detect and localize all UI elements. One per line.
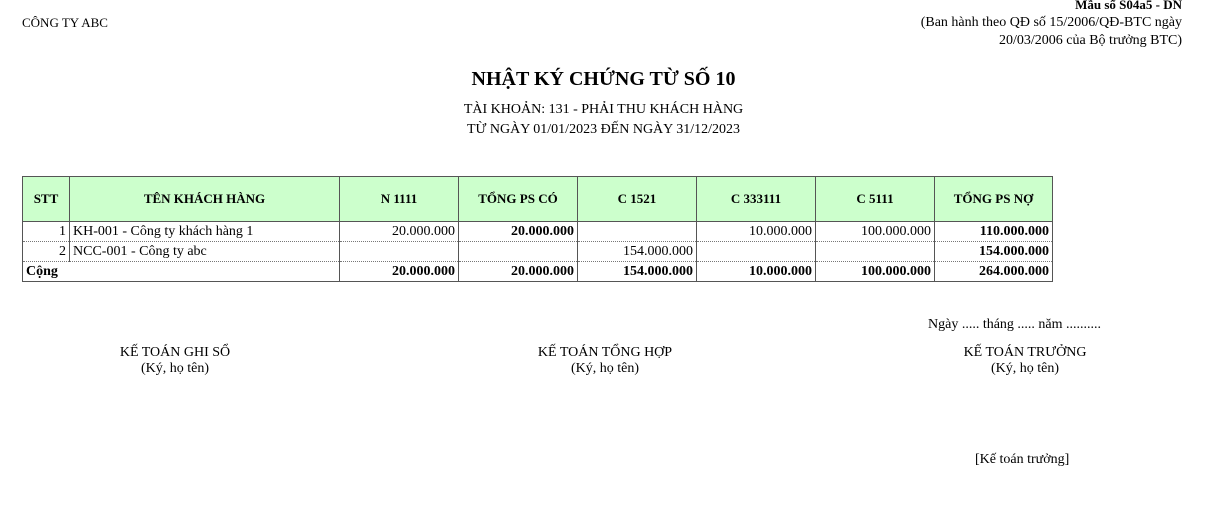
report-account: TÀI KHOẢN: 131 - PHẢI THU KHÁCH HÀNG	[463, 102, 744, 117]
total-c1521: 154.000.000	[578, 262, 697, 282]
total-n1111: 20.000.000	[340, 262, 459, 282]
signature-note: (Ký, họ tên)	[140, 361, 210, 376]
total-total-debit: 264.000.000	[935, 262, 1053, 282]
ledger-table	[22, 176, 1053, 282]
row-n1111	[340, 242, 459, 262]
company-name: CÔNG TY ABC	[22, 15, 108, 30]
row-total-credit: 20.000.000	[459, 222, 578, 242]
signature-block-general-accountant	[520, 345, 690, 377]
report-title: NHẬT KÝ CHỨNG TỪ SỐ 10	[471, 68, 736, 90]
table-total-row	[23, 262, 1053, 282]
form-note-line2: 20/03/2006 của Bộ trưởng BTC)	[999, 33, 1182, 48]
table-header-row	[23, 177, 1053, 222]
signature-note: (Ký, họ tên)	[570, 361, 640, 376]
signature-title: KẾ TOÁN GHI SỔ	[119, 345, 231, 360]
row-c5111: 100.000.000	[816, 222, 935, 242]
col-header-c5111: C 5111	[816, 177, 935, 222]
row-stt: 1	[23, 222, 70, 242]
signature-block-chief-accountant	[945, 345, 1105, 377]
total-label: Cộng	[23, 262, 340, 282]
form-code: Mẫu số S04a5 - DN	[1075, 0, 1182, 12]
form-note-line1: (Ban hành theo QĐ số 15/2006/QĐ-BTC ngày	[920, 15, 1182, 30]
report-period: TỪ NGÀY 01/01/2023 ĐẾN NGÀY 31/12/2023	[466, 122, 741, 137]
col-header-total-credit: TỔNG PS CÓ	[459, 177, 578, 222]
col-header-n1111: N 1111	[340, 177, 459, 222]
row-c5111	[816, 242, 935, 262]
col-header-customer-name: TÊN KHÁCH HÀNG	[70, 177, 340, 222]
table-row	[23, 222, 1053, 242]
total-c5111: 100.000.000	[816, 262, 935, 282]
col-header-total-debit: TỔNG PS NỢ	[935, 177, 1053, 222]
row-total-debit: 110.000.000	[935, 222, 1053, 242]
row-c1521: 154.000.000	[578, 242, 697, 262]
total-c333111: 10.000.000	[697, 262, 816, 282]
row-c333111	[697, 242, 816, 262]
total-total-credit: 20.000.000	[459, 262, 578, 282]
row-stt: 2	[23, 242, 70, 262]
signature-date-line: Ngày ..... tháng ..... năm ..........	[928, 317, 1102, 332]
col-header-c333111: C 333111	[697, 177, 816, 222]
table-row	[23, 242, 1053, 262]
row-customer-name: KH-001 - Công ty khách hàng 1	[70, 222, 340, 242]
row-c1521	[578, 222, 697, 242]
row-n1111: 20.000.000	[340, 222, 459, 242]
col-header-stt: STT	[23, 177, 70, 222]
signature-note: (Ký, họ tên)	[990, 361, 1060, 376]
signature-block-bookkeeper	[100, 345, 250, 377]
row-c333111: 10.000.000	[697, 222, 816, 242]
row-total-debit: 154.000.000	[935, 242, 1053, 262]
col-header-c1521: C 1521	[578, 177, 697, 222]
signature-title: KẾ TOÁN TỔNG HỢP	[537, 345, 673, 360]
row-customer-name: NCC-001 - Công ty abc	[70, 242, 340, 262]
row-total-credit	[459, 242, 578, 262]
signature-title: KẾ TOÁN TRƯỞNG	[963, 345, 1087, 360]
signer-placeholder: [Kế toán trưởng]	[975, 452, 1070, 467]
